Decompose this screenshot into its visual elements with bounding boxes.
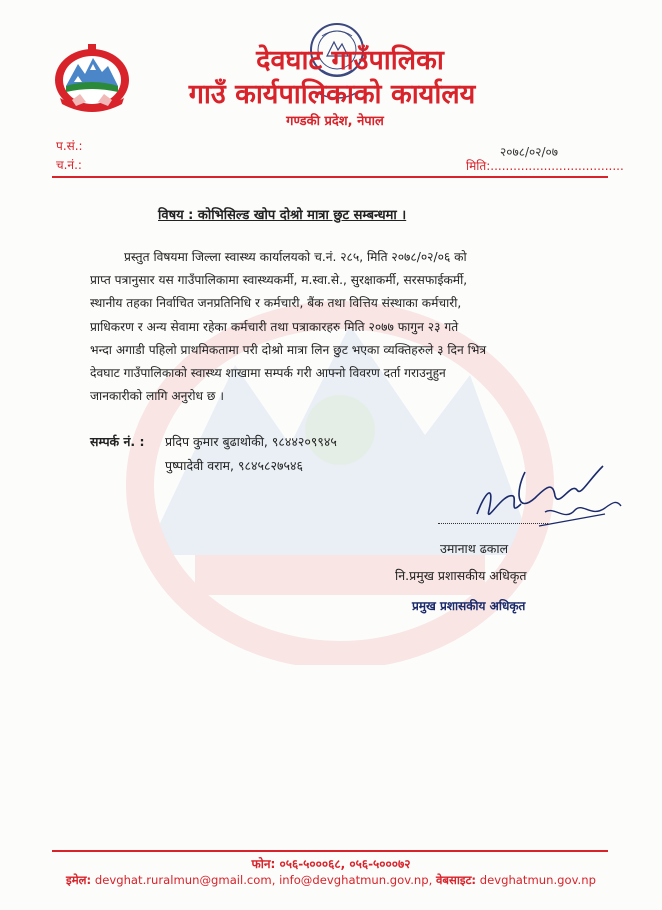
body-line: स्थानीय तहका निर्वाचित जनप्रतिनिधि र कर्मचारी, बैंक तथा वित्तिय संस्थाका कर्मचारी, [90, 296, 462, 311]
ps-label: प.सं.: [56, 139, 83, 153]
org-name-heading: देवघाट गाउँपालिका [256, 45, 444, 76]
footer-phone: फोन: ०५६-५०००६८, ०५६-५०००७२ [251, 857, 411, 871]
province-address: गण्डकी प्रदेश, नेपाल [286, 114, 384, 129]
body-line: प्राधिकरण र अन्य सेवामा रहेका कर्मचारी तथा पत्राकारहरु मिति २०७७ फागुन २३ गते [90, 319, 459, 334]
footer-website: devghatmun.gov.np [479, 873, 596, 887]
date-label: मिति:................................... [466, 159, 624, 173]
contact-person-2: पुष्पादेवी वराम, ९८४५८२७५४६ [165, 458, 303, 473]
contact-label: सम्पर्क नं. : [90, 434, 145, 449]
body-line: जानकारीको लागि अनुरोध छ । [90, 389, 224, 404]
letter-subject: विषय : कोभिसिल्ड खोप दोश्रो मात्रा छुट सम्बन्धमा । [158, 208, 407, 223]
signature-line [438, 523, 548, 524]
body-line: भन्दा अगाडी पहिलो प्राथमिकतामा परी दोश्रो मात्रा लिन छुट भएका व्यक्तिहरुले ३ दिन भित्र [90, 342, 487, 357]
website-label: वेबसाइट: [435, 873, 477, 887]
letter-body [90, 246, 590, 408]
footer-contacts [0, 873, 662, 888]
contact-person-1: प्रदिप कुमार बुढाथोकी, ९८४४२०९९४५ [165, 434, 337, 449]
office-name-heading: गाउँ कार्यपालिकाको कार्यालय [188, 79, 476, 110]
body-line: प्राप्त पत्रानुसार यस गाउँपालिकामा स्वास्थ्यकर्मी, म.स्वा.से., सुरक्षाकर्मी, सरसफाईकर्मी, [90, 273, 468, 288]
cn-label: च.नं.: [56, 158, 82, 172]
signatory-title: नि.प्रमुख प्रशासकीय अधिकृत [395, 568, 527, 583]
body-line: प्रस्तुत विषयमा जिल्ला स्वास्थ्य कार्यालयको च.नं. २८५, मिति २०७८/०२/०६ को [124, 250, 467, 264]
municipality-emblem-icon [52, 42, 132, 114]
handwritten-signature-icon [455, 452, 625, 542]
header-divider [52, 176, 608, 178]
body-line: देवघाट गाउँपालिकाको स्वास्थ्य शाखामा सम्पर्क गरी आफ्नो विवरण दर्ता गराउनुहुन [90, 366, 446, 381]
designation-stamp: प्रमुख प्रशासकीय अधिकृत [412, 599, 526, 613]
email-label: इमेल: [66, 873, 92, 887]
handwritten-date: २०७८/०२/०७ [500, 145, 559, 159]
footer-divider [52, 850, 608, 852]
signatory-name: उमानाथ ढकाल [440, 541, 509, 556]
footer-emails: devghat.ruralmun@gmail.com, info@devghatmun.gov.np, [94, 873, 433, 887]
